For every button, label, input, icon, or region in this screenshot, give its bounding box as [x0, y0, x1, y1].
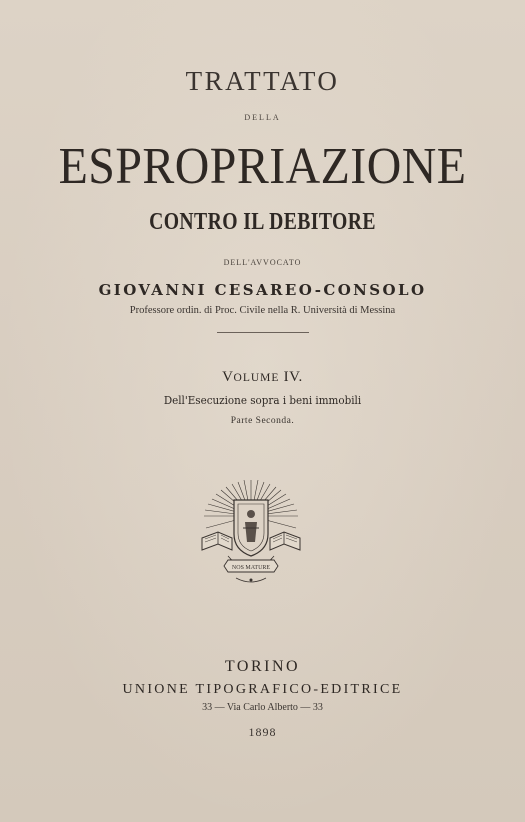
author-name: GIOVANNI CESAREO-CONSOLO: [98, 281, 427, 299]
volume-number: IV.: [283, 369, 303, 385]
volume-part: Parte Seconda.: [230, 416, 295, 426]
publisher-city: TORINO: [224, 658, 301, 675]
emblem-motto: NOS MATURE: [231, 565, 271, 571]
publisher-name: UNIONE TIPOGRAFICO-EDITRICE: [122, 682, 403, 697]
divider-rule: [217, 332, 309, 333]
volume-word: OLUME: [233, 372, 280, 384]
publisher-address: 33 — Via Carlo Alberto — 33: [202, 702, 323, 713]
heading-della: DELLA: [244, 113, 281, 122]
publication-year: 1898: [248, 725, 277, 739]
author-title: Professore ordin. di Proc. Civile nella R. Università di Messina: [129, 305, 396, 316]
volume-initial: V: [222, 369, 234, 385]
main-title: ESPROPRIAZIONE: [58, 138, 467, 195]
heading-trattato: TRATTATO: [185, 66, 340, 96]
volume-heading: [0, 370, 525, 385]
printer-emblem-icon: [198, 476, 304, 586]
dell-avvocato-label: DELL'AVVOCATO: [223, 258, 302, 267]
subtitle: CONTRO IL DEBITORE: [149, 209, 376, 235]
volume-subject: Dell'Esecuzione sopra i beni immobili: [163, 393, 362, 407]
